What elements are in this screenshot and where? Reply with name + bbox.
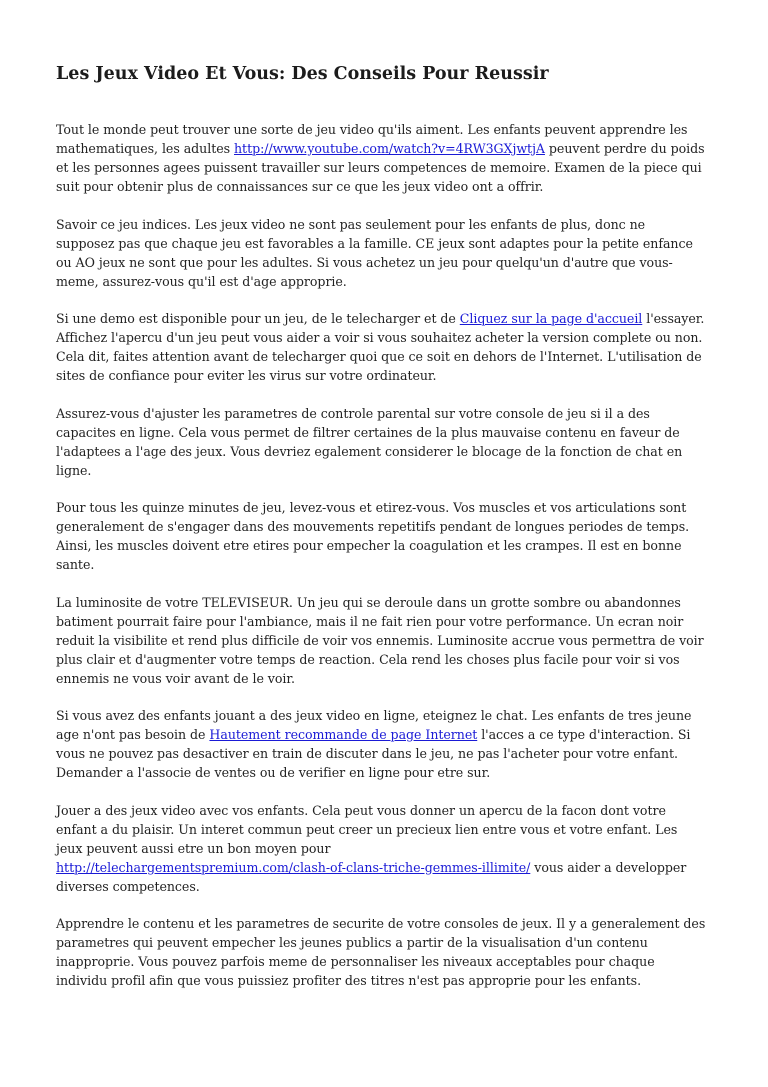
article-body: [56, 120, 706, 1009]
recommended-page-link[interactable]: Hautement recommande de page Internet: [209, 727, 478, 742]
page-title: Les Jeux Video Et Vous: Des Conseils Pour Reussir: [56, 64, 549, 84]
paragraph-2: Savoir ce jeu indices. Les jeux video ne sont pas seulement pour les enfants de plus, donc ne supposez pas que chaque jeu est favorables a la famille. CE jeux sont adaptes pour la petite enfance ou AO jeux ne sont que pour les adultes. Si vous achetez un jeu pour quelqu'un d'autre que vous-meme, assurez-vous qu'il est d'age approprie.: [56, 216, 693, 289]
paragraph-8-text-after: vous aider a developper diverses competences.: [56, 859, 687, 894]
paragraph-4: Assurez-vous d'ajuster les parametres de controle parental sur votre console de jeu si il a des capacites en ligne. Cela vous permet de filtrer certaines de la plus mauvaise contenu en faveur de l'adaptees a l'age des jeux. Vous devriez egalement considerer le blocage de la fonction de chat en ligne.: [56, 405, 683, 478]
paragraph-1: [56, 120, 706, 196]
paragraph-8: [56, 801, 706, 896]
paragraph-7: [56, 706, 706, 782]
paragraph-3: [56, 309, 706, 385]
paragraph-1-text-before: Tout le monde peut trouver une sorte de jeu video qu'ils aiment. Les enfants peuvent apprendre les mathematiques, les adultes: [56, 122, 688, 156]
homepage-link[interactable]: Cliquez sur la page d'accueil: [459, 311, 643, 326]
paragraph-7-text-before: Si vous avez des enfants jouant a des jeux video en ligne, eteignez le chat. Les enfants de tres jeune age n'ont pas besoin de: [56, 708, 692, 742]
paragraph-8-text-before: Jouer a des jeux video avec vos enfants. Cela peut vous donner un apercu de la facon dont votre enfant a du plaisir. Un interet commun peut creer un precieux lien entre vous et votre enfant. Les jeux peuvent aussi etre un bon moyen pour: [56, 802, 678, 856]
paragraph-6: La luminosite de votre TELEVISEUR. Un jeu qui se deroule dans un grotte sombre ou abandonnes batiment pourrait faire pour l'ambiance, mais il ne fait rien pour votre performance. Un ecran noir reduit la visibilite et rend plus difficile de voir vos ennemis. Luminosite accrue vous permettra de voir plus clair et d'augmenter votre temps de reaction. Cela rend les choses plus facile pour voir si vos ennemis ne vous voir avant de le voir.: [56, 594, 704, 686]
paragraph-3-text-after: l'essayer. Affichez l'apercu d'un jeu peut vous aider a voir si vous souhaitez acheter la version complete ou non. Cela dit, faites attention avant de telecharger quoi que ce soit en dehors de l'Internet. L'utilisation de sites de confiance pour eviter les virus sur votre ordinateur.: [56, 311, 705, 383]
youtube-link[interactable]: http://www.youtube.com/watch?v=4RW3GXjwtjA: [234, 141, 545, 156]
paragraph-3-text-before: Si une demo est disponible pour un jeu, de le telecharger et de: [56, 311, 460, 326]
paragraph-1-text-after: peuvent perdre du poids et les personnes agees puissent travailler sur leurs competences de memoire. Examen de la piece qui suit pour obtenir plus de connaissances sur ce que les jeux video ont a offrir.: [56, 141, 705, 194]
paragraph-5: Pour tous les quinze minutes de jeu, levez-vous et etirez-vous. Vos muscles et vos articulations sont generalement de s'engager dans des mouvements repetitifs pendant de longues periodes de temps. Ainsi, les muscles doivent etre etires pour empecher la coagulation et les crampes. Il est en bonne sante.: [56, 500, 690, 572]
clash-of-clans-link[interactable]: http://telechargementspremium.com/clash-of-clans-triche-gemmes-illimite/: [56, 859, 531, 875]
paragraph-9: Apprendre le contenu et les parametres de securite de votre consoles de jeux. Il y a generalement des parametres qui peuvent empecher les jeunes publics a partir de la visualisation d'un contenu inapproprie. Vous pouvez parfois meme de personnaliser les niveaux acceptables pour chaque individu profil afin que vous puissiez profiter des titres n'est pas approprie pour les enfants.: [56, 916, 706, 988]
paragraph-7-text-after: l'acces a ce type d'interaction. Si vous ne pouvez pas desactiver en train de discuter dans le jeu, ne pas l'acheter pour votre enfant. Demander a l'associe de ventes ou de verifier en ligne pour etre sur.: [56, 727, 691, 780]
